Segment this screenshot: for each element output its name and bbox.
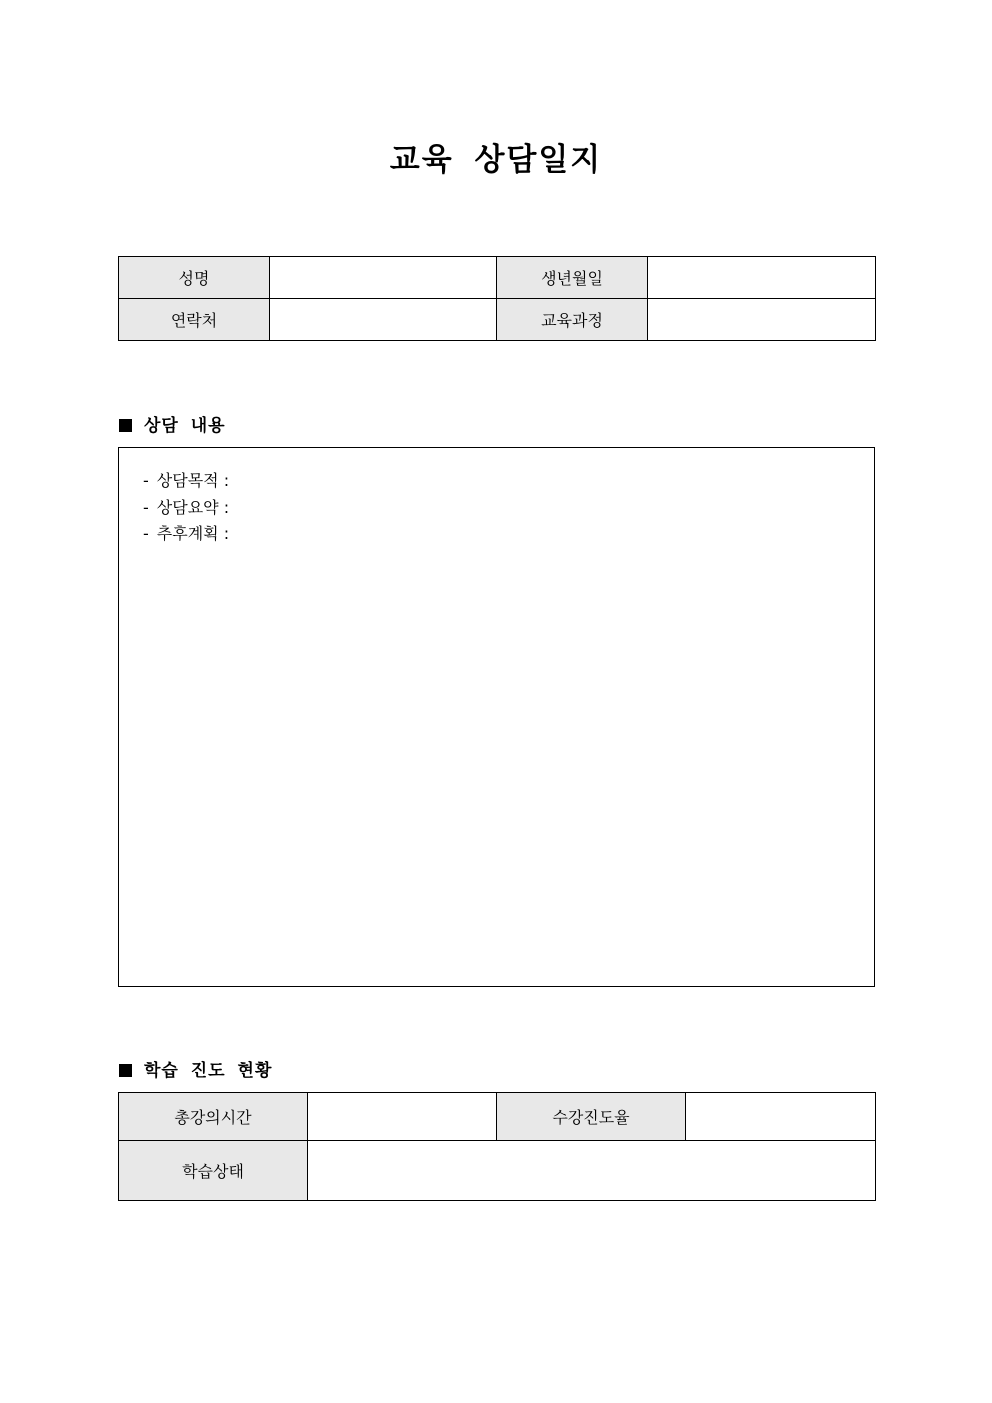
contact-field[interactable] [270,299,497,341]
birthdate-label: 생년월일 [497,257,648,299]
progress-heading [119,1056,272,1081]
course-label: 교육과정 [497,299,648,341]
total-hours-label: 총강의시간 [119,1093,308,1141]
table-row [119,1141,876,1201]
study-status-label: 학습상태 [119,1141,308,1201]
table-row [119,299,876,341]
consultation-heading [119,411,226,436]
dash-bullet: - [143,524,149,543]
separator: : [223,497,230,517]
summary-label: 상담요약 [156,497,219,517]
square-bullet-icon [119,419,132,432]
consultation-heading-text: 상담 내용 [144,416,226,436]
consultation-list [119,448,874,548]
separator: : [223,471,230,490]
consultation-content-box[interactable] [118,447,875,987]
page-title: 교육 상담일지 [389,142,603,178]
followup-label: 추후계획 [156,524,219,543]
study-status-field[interactable] [308,1141,876,1201]
dash-bullet: - [143,497,149,517]
table-row [119,1093,876,1141]
table-row [119,257,876,299]
name-field[interactable] [270,257,497,299]
learning-progress-table [118,1092,876,1201]
birthdate-field[interactable] [648,257,876,299]
student-info-table [118,256,876,341]
separator: : [223,524,230,543]
name-label: 성명 [119,257,270,299]
list-item-followup [143,521,874,548]
square-bullet-icon [119,1064,132,1077]
contact-label: 연락처 [119,299,270,341]
progress-heading-text: 학습 진도 현황 [144,1061,273,1081]
list-item-purpose [143,468,874,495]
progress-rate-field[interactable] [686,1093,876,1141]
course-field[interactable] [648,299,876,341]
total-hours-field[interactable] [308,1093,497,1141]
list-item-summary [143,495,874,522]
progress-rate-label: 수강진도율 [497,1093,686,1141]
dash-bullet: - [143,471,149,490]
purpose-label: 상담목적 [156,471,219,490]
